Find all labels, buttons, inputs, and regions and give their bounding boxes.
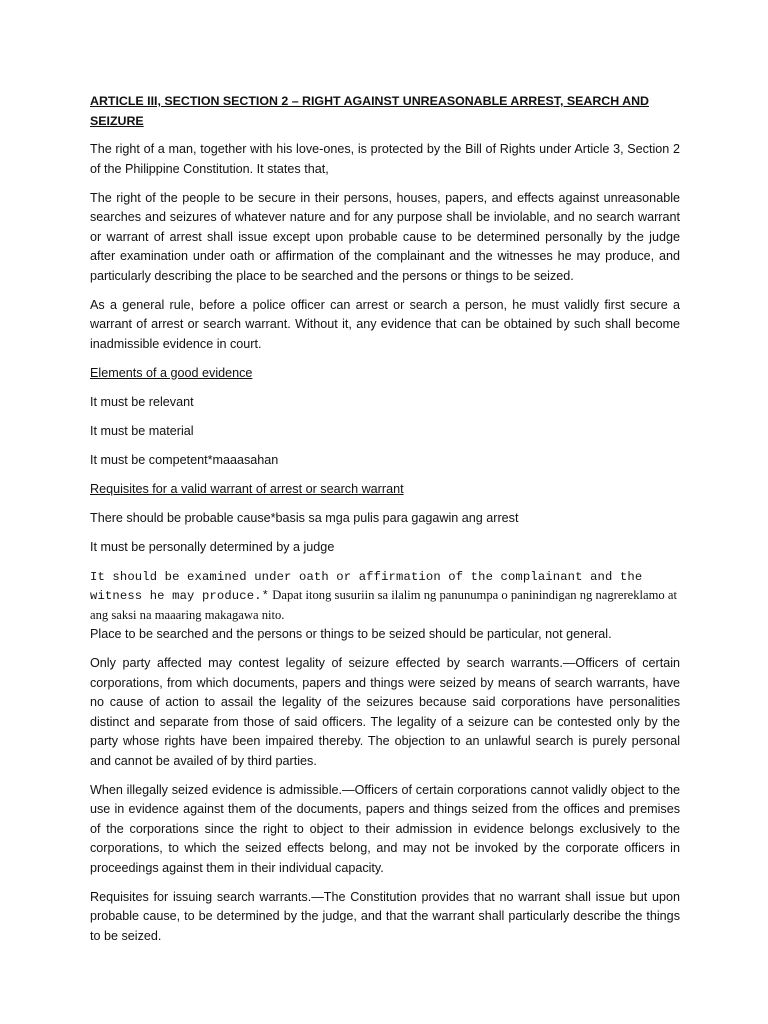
warrant-heading: Requisites for a valid warrant of arrest or search warrant [90, 481, 404, 496]
intro-paragraph: The right of a man, together with his love-ones, is protected by the Bill of Rights under Article 3, Section 2 of the Philippine Constitution. It states that, [90, 142, 680, 176]
document-heading: ARTICLE III, SECTION SECTION 2 – RIGHT AGAINST UNREASONABLE ARREST, SEARCH AND SEIZURE [90, 94, 649, 128]
oath-mono-text: It should be examined under oath or affirmation of the complainant and the witness he may produce.* [90, 569, 643, 603]
evidence-item: It must be material [90, 423, 194, 438]
general-rule-paragraph: As a general rule, before a police officer can arrest or search a person, he must validly first secure a warrant of arrest or search warrant. Without it, any evidence that can be obtained by such shall become inadmissible evidence in court. [90, 297, 680, 351]
evidence-item: It must be relevant [90, 394, 194, 409]
particular-item: Place to be searched and the persons or things to be seized should be particular, not general. [90, 627, 612, 641]
oath-translation-note: Dapat itong susuriin sa ilalim ng panunumpa o paninindigan ng nagrereklamo at ang saksi na maaaring makagawa nito. [90, 588, 677, 622]
evidence-item: It must be competent*maaasahan [90, 452, 279, 467]
party-paragraph: Only party affected may contest legality of seizure effected by search warrants.—Officers of certain corporations, from which documents, papers and things were seized by means of search warrants, have no cause of action to assail the legality of the seizures because said corporations have personalities distinct and separate from those of said officers. The legality of a seizure can be contested only by the party whose rights have been impaired thereby. The objection to an unlawful search is purely personal and cannot be availed of by third parties. [90, 656, 680, 768]
constitution-paragraph: The right of the people to be secure in their persons, houses, papers, and effects against unreasonable searches and seizures of whatever nature and for any purpose shall be inviolable, and no search warrant or warrant of arrest shall issue except upon probable cause to be determined personally by the judge after examination under oath or affirmation of the complainant and the witnesses he may produce, and particularly describing the place to be searched and the persons or things to be seized. [90, 190, 680, 283]
warrant-item: It must be personally determined by a judge [90, 539, 335, 554]
issuing-paragraph: Requisites for issuing search warrants.—The Constitution provides that no warrant shall issue but upon probable cause, to be determined by the judge, and that the warrant shall particularly describe the things to be seized. [90, 889, 680, 943]
document-page [90, 92, 680, 956]
warrant-item: There should be probable cause*basis sa mga pulis para gagawin ang arrest [90, 510, 519, 525]
admissible-paragraph: When illegally seized evidence is admissible.—Officers of certain corporations cannot validly object to the use in evidence against them of the documents, papers and things seized from the offices and premises of the corporations since the right to object to their admission in evidence belongs exclusively to the corporations, to which the seized effects belong, and may not be invoked by the corporate officers in proceedings against them in their individual capacity. [90, 782, 680, 875]
evidence-heading: Elements of a good evidence [90, 365, 253, 380]
oath-item [90, 567, 680, 626]
